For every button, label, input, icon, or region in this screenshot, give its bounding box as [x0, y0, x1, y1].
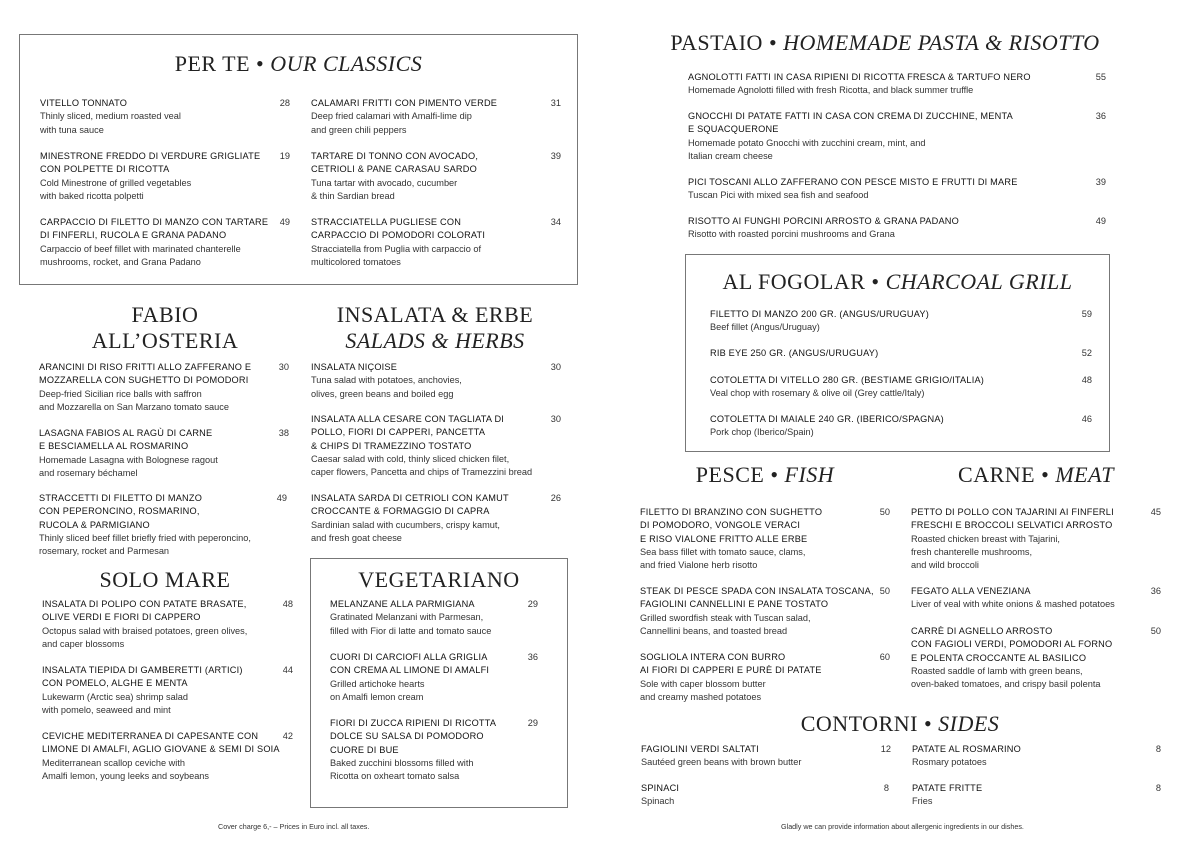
item-name: CALAMARI FRITTI CON PIMENTO VERDE — [311, 98, 498, 108]
menu-item — [330, 651, 538, 704]
item-name: CEVICHE MEDITERRANEA DI CAPESANTE CON — [42, 731, 259, 741]
osteria-title-2: ALL’OSTERIA — [91, 328, 239, 353]
item-description: Sea bass fillet with tomato sauce, clams, — [640, 546, 806, 557]
menu-item — [330, 598, 538, 638]
insalata-title-1: INSALATA & ERBE — [336, 302, 534, 327]
item-description: multicolored tomatoes — [311, 256, 401, 267]
item-name: INSALATA DI POLIPO CON PATATE BRASATE, — [42, 599, 247, 609]
item-name: RISOTTO AI FUNGHI PORCINI ARROSTO & GRANA PADANO — [688, 216, 959, 226]
item-name: LIMONE DI AMALFI, AGLIO GIOVANE & SEMI DI SOIA — [42, 744, 280, 755]
item-price: 36 — [1150, 586, 1161, 596]
item-description: with tuna sauce — [40, 124, 104, 135]
item-name: AI FIORI DI CAPPERI E PURÈ DI PATATE — [640, 665, 822, 676]
footer-left: Cover charge 6,- – Prices in Euro incl. all taxes. — [218, 822, 370, 831]
item-price: 30 — [550, 362, 561, 372]
item-description: caper flowers, Pancetta and chips of Tramezzini bread — [311, 467, 533, 478]
menu-item — [710, 413, 1092, 440]
item-name: CON PEPERONCINO, ROSMARINO, — [39, 506, 200, 517]
item-price: 31 — [550, 98, 561, 108]
item-description: filled with Fior di latte and tomato sauce — [330, 625, 492, 636]
pesce-heading: PESCE • FISH — [695, 462, 835, 487]
item-name: OLIVE VERDI E FIORI DI CAPPERO — [42, 612, 201, 623]
item-description: Homemade Agnolotti filled with fresh Ricotta, and black summer truffle — [688, 85, 974, 96]
item-description: Fries — [912, 796, 933, 807]
classics-title: PER TE — [174, 51, 251, 76]
item-name: DOLCE SU SALSA DI POMODORO — [330, 731, 484, 742]
menu-item — [42, 598, 293, 651]
item-name: STRACCIATELLA PUGLIESE CON — [311, 217, 462, 227]
item-price: 8 — [883, 783, 889, 793]
item-price: 39 — [550, 151, 561, 161]
item-price: 38 — [278, 428, 289, 438]
menu-item — [42, 730, 293, 783]
menu-item — [912, 782, 1161, 809]
item-price: 50 — [879, 586, 890, 596]
item-name: MOZZARELLA CON SUGHETTO DI POMODORI — [39, 375, 249, 386]
insalata-title-2: SALADS & HERBS — [345, 328, 525, 353]
item-name: FEGATO ALLA VENEZIANA — [911, 586, 1031, 596]
menu-item — [911, 625, 1161, 691]
item-name: MINESTRONE FREDDO DI VERDURE GRIGLIATE — [40, 151, 261, 161]
item-description: Risotto with roasted porcini mushrooms and Grana — [688, 229, 895, 240]
item-description: Beef fillet (Angus/Uruguay) — [710, 322, 820, 333]
item-name: SPINACI — [641, 783, 680, 793]
fogolar-heading: AL FOGOLAR • CHARCOAL GRILL — [722, 269, 1073, 294]
item-description: with baked ricotta polpetti — [40, 190, 144, 201]
item-price: 48 — [282, 599, 293, 609]
item-description: Sardinian salad with cucumbers, crispy kamut, — [311, 519, 500, 530]
pastaio-subtitle: HOMEMADE PASTA & RISOTTO — [783, 30, 1100, 55]
item-description: Roasted chicken breast with Tajarini, — [911, 533, 1060, 544]
item-name: TARTARE DI TONNO CON AVOCADO, — [311, 151, 479, 161]
item-price: 49 — [1095, 216, 1106, 226]
fogolar-title: AL FOGOLAR — [722, 269, 866, 294]
item-price: 30 — [278, 362, 289, 372]
item-name: COTOLETTA DI VITELLO 280 GR. (BESTIAME GRIGIO/ITALIA) — [710, 375, 985, 385]
footer-right: Gladly we can provide information about allergenic ingredients in our dishes. — [781, 822, 1024, 831]
item-description: Tuna salad with potatoes, anchovies, — [311, 375, 462, 386]
item-price: 29 — [527, 599, 538, 609]
menu-item — [641, 782, 889, 809]
menu-item — [39, 427, 289, 480]
item-description: Amalfi lemon, young leeks and soybeans — [42, 770, 210, 781]
item-description: Thinly sliced, medium roasted veal — [40, 111, 181, 122]
menu-item — [640, 651, 890, 704]
item-name: DI FINFERLI, RUCOLA E GRANA PADANO — [40, 230, 227, 241]
item-name: & CHIPS DI TRAMEZZINO TOSTATO — [311, 440, 472, 451]
menu-item — [311, 413, 561, 479]
menu-item — [39, 361, 289, 414]
menu-item — [311, 361, 561, 401]
item-description: on Amalfi lemon cream — [330, 691, 424, 702]
item-name: CUORE DI BUE — [330, 744, 399, 755]
item-description: and fried Vialone herb risotto — [640, 560, 758, 571]
item-price: 59 — [1081, 309, 1092, 319]
menu-item — [710, 374, 1092, 401]
item-name: COTOLETTA DI MAIALE 240 GR. (IBERICO/SPAGNA) — [710, 414, 944, 424]
contorni-heading: CONTORNI • SIDES — [800, 711, 1000, 736]
item-name: FILETTO DI MANZO 200 GR. (ANGUS/URUGUAY) — [710, 309, 929, 319]
carne-title: CARNE — [958, 462, 1036, 487]
item-price: 29 — [527, 718, 538, 728]
item-price: 44 — [282, 665, 293, 675]
osteria-title-1: FABIO — [131, 302, 199, 327]
insalata-heading — [310, 302, 560, 354]
pastaio-title: PASTAIO — [670, 30, 763, 55]
menu-item — [710, 347, 1092, 360]
item-name: POLLO, FIORI DI CAPPERI, PANCETTA — [311, 427, 486, 438]
menu-item — [40, 216, 290, 269]
item-name: INSALATA NIÇOISE — [311, 362, 398, 372]
item-description: Deep fried calamari with Amalfi-lime dip — [311, 111, 472, 122]
item-description: and fresh goat cheese — [311, 532, 402, 543]
menu-item — [911, 506, 1161, 572]
menu-item — [330, 717, 538, 783]
item-price: 26 — [550, 493, 561, 503]
item-description: Sole with caper blossom butter — [640, 678, 766, 689]
vegetariano-title: VEGETARIANO — [358, 567, 520, 592]
item-description: Grilled swordfish steak with Tuscan salad, — [640, 612, 811, 623]
item-description: and Mozzarella on San Marzano tomato sauce — [39, 401, 229, 412]
menu-item — [688, 71, 1106, 98]
pastaio-heading: PASTAIO • HOMEMADE PASTA & RISOTTO — [670, 30, 1100, 55]
item-price: 34 — [550, 217, 561, 227]
contorni-subtitle: SIDES — [938, 711, 1000, 736]
item-price: 12 — [880, 744, 891, 754]
item-name: PATATE FRITTE — [912, 783, 983, 793]
item-description: Sautéed green beans with brown butter — [641, 757, 802, 768]
menu-item — [39, 492, 287, 558]
item-description: mushrooms, rocket, and Grana Padano — [40, 256, 201, 267]
item-name: DI POMODORO, VONGOLE VERACI — [640, 520, 801, 531]
item-price: 30 — [550, 414, 561, 424]
item-description: Grilled artichoke hearts — [330, 678, 425, 689]
item-name: CON POMELO, ALGHE E MENTA — [42, 678, 188, 689]
item-description: & thin Sardian bread — [311, 190, 395, 201]
item-name: GNOCCHI DI PATATE FATTI IN CASA CON CREMA DI ZUCCHINE, MENTA — [688, 111, 1013, 121]
item-price: 46 — [1081, 414, 1092, 424]
item-name: PATATE AL ROSMARINO — [912, 744, 1021, 754]
item-name: RUCOLA & PARMIGIANO — [39, 519, 150, 530]
menu-item — [311, 492, 561, 545]
item-name: CETRIOLI & PANE CARASAU SARDO — [311, 164, 477, 175]
item-description: Italian cream cheese — [688, 150, 773, 161]
classics-heading: PER TE • OUR CLASSICS — [174, 51, 423, 76]
menu-item — [40, 150, 290, 203]
item-name: LASAGNA FABIOS AL RAGÙ DI CARNE — [39, 428, 213, 438]
item-description: Pork chop (Iberico/Spain) — [710, 427, 814, 438]
item-price: 8 — [1155, 783, 1161, 793]
item-name: FILETTO DI BRANZINO CON SUGHETTO — [640, 507, 823, 517]
menu-item — [42, 664, 293, 717]
item-description: Mediterranean scallop ceviche with — [42, 757, 185, 768]
item-description: Lukewarm (Arctic sea) shrimp salad — [42, 691, 189, 702]
item-name: STRACCETTI DI FILETTO DI MANZO — [39, 493, 203, 503]
menu-item — [688, 176, 1106, 203]
menu-item — [911, 585, 1161, 612]
item-name: CON CREMA AL LIMONE DI AMALFI — [330, 665, 490, 676]
item-name: CON FAGIOLI VERDI, POMODORI AL FORNO — [911, 639, 1113, 650]
item-description: Stracciatella from Puglia with carpaccio of — [311, 243, 482, 254]
solomare-heading — [40, 567, 290, 593]
item-price: 36 — [1095, 111, 1106, 121]
item-price: 48 — [1081, 375, 1092, 385]
item-description: Veal chop with rosemary & olive oil (Grey cattle/Italy) — [710, 388, 925, 399]
menu-item — [311, 97, 561, 137]
item-name: CARRÈ DI AGNELLO ARROSTO — [911, 626, 1053, 636]
item-price: 49 — [276, 493, 287, 503]
item-name: CON POLPETTE DI RICOTTA — [40, 164, 170, 175]
item-name: STEAK DI PESCE SPADA CON INSALATA TOSCANA, — [640, 586, 874, 596]
item-name: RIB EYE 250 GR. (ANGUS/URUGUAY) — [710, 348, 879, 358]
menu-item — [40, 97, 290, 137]
item-description: Homemade Lasagna with Bolognese ragout — [39, 454, 218, 465]
item-description: Thinly sliced beef fillet briefly fried with peperoncino, — [39, 532, 251, 543]
item-description: Rosmary potatoes — [912, 757, 987, 768]
item-name: CARPACCIO DI POMODORI COLORATI — [311, 230, 486, 241]
item-price: 49 — [279, 217, 290, 227]
item-description: Tuna tartar with avocado, cucumber — [311, 177, 458, 188]
item-description: Spinach — [641, 796, 675, 807]
menu-item — [710, 308, 1092, 335]
item-name: INSALATA ALLA CESARE CON TAGLIATA DI — [311, 414, 505, 424]
item-description: Cold Minestrone of grilled vegetables — [40, 177, 192, 188]
item-name: INSALATA SARDA DI CETRIOLI CON KAMUT — [311, 493, 509, 503]
item-name: MELANZANE ALLA PARMIGIANA — [330, 599, 475, 609]
item-name: E RISO VIALONE FRITTO ALLE ERBE — [640, 533, 808, 544]
item-description: Gratinated Melanzani with Parmesan, — [330, 612, 484, 623]
item-description: Baked zucchini blossoms filled with — [330, 757, 474, 768]
item-price: 52 — [1081, 348, 1092, 358]
item-price: 42 — [282, 731, 293, 741]
item-description: rosemary, rocket and Parmesan — [39, 546, 170, 557]
carne-heading: CARNE • MEAT — [958, 462, 1114, 487]
item-description: Octopus salad with braised potatoes, green olives, — [42, 625, 248, 636]
contorni-title: CONTORNI — [800, 711, 918, 736]
pesce-title: PESCE — [695, 462, 765, 487]
item-description: Caesar salad with cold, thinly sliced chicken filet, — [311, 453, 510, 464]
pesce-subtitle: FISH — [784, 462, 835, 487]
item-name: FAGIOLINI CANNELLINI E PANE TOSTATO — [640, 599, 829, 610]
classics-subtitle: OUR CLASSICS — [270, 51, 423, 76]
item-name: INSALATA TIEPIDA DI GAMBERETTI (ARTICI) — [42, 665, 243, 675]
item-description: Deep-fried Sicilian rice balls with saffron — [39, 388, 202, 399]
item-price: 36 — [527, 652, 538, 662]
item-name: FRESCHI E BROCCOLI SELVATICI ARROSTO — [911, 520, 1113, 531]
item-name: SOGLIOLA INTERA CON BURRO — [640, 652, 786, 662]
item-name: CARPACCIO DI FILETTO DI MANZO CON TARTARE — [40, 217, 269, 227]
item-description: and rosemary béchamel — [39, 467, 138, 478]
item-description: and green chili peppers — [311, 124, 407, 135]
item-description: Roasted saddle of lamb with green beans, — [911, 665, 1083, 676]
item-description: Ricotta on oxheart tomato salsa — [330, 771, 460, 782]
item-price: 19 — [279, 151, 290, 161]
item-price: 60 — [879, 652, 890, 662]
item-name: CUORI DI CARCIOFI ALLA GRIGLIA — [330, 652, 488, 662]
vegetariano-heading — [310, 567, 568, 593]
item-description: and wild broccoli — [911, 560, 979, 571]
item-name: FAGIOLINI VERDI SALTATI — [641, 744, 759, 754]
solomare-title: SOLO MARE — [99, 567, 231, 592]
item-description: oven-baked tomatoes, and crispy basil polenta — [911, 679, 1101, 690]
item-description: and caper blossoms — [42, 638, 125, 649]
item-name: PICI TOSCANI ALLO ZAFFERANO CON PESCE MISTO E FRUTTI DI MARE — [688, 177, 1018, 187]
item-name: AGNOLOTTI FATTI IN CASA RIPIENI DI RICOTTA FRESCA & TARTUFO NERO — [688, 72, 1031, 82]
item-name: E BESCIAMELLA AL ROSMARINO — [39, 441, 189, 452]
menu-item — [688, 110, 1106, 163]
item-price: 55 — [1095, 72, 1106, 82]
item-name: E SQUACQUERONE — [688, 124, 779, 135]
menu-item — [640, 585, 890, 638]
menu-item — [311, 150, 561, 203]
fogolar-subtitle: CHARCOAL GRILL — [885, 269, 1073, 294]
item-name: E POLENTA CROCCANTE AL BASILICO — [911, 652, 1087, 663]
item-description: and creamy mashed potatoes — [640, 691, 762, 702]
item-price: 8 — [1155, 744, 1161, 754]
menu-item — [912, 743, 1161, 770]
item-description: fresh chanterelle mushrooms, — [911, 546, 1033, 557]
item-name: VITELLO TONNATO — [40, 98, 128, 108]
item-name: FIORI DI ZUCCA RIPIENI DI RICOTTA — [330, 718, 497, 728]
item-description: olives, green beans and boiled egg — [311, 388, 454, 399]
item-description: Tuscan Pici with mixed sea fish and seafood — [688, 190, 869, 201]
item-description: Liver of veal with white onions & mashed potatoes — [911, 599, 1115, 610]
carne-subtitle: MEAT — [1055, 462, 1114, 487]
item-description: Homemade potato Gnocchi with zucchini cream, mint, and — [688, 137, 926, 148]
osteria-heading — [40, 302, 290, 354]
menu-item — [640, 506, 890, 572]
item-description: Carpaccio of beef fillet with marinated chanterelle — [40, 243, 241, 254]
item-description: Cannellini beans, and toasted bread — [640, 625, 788, 636]
menu-item — [688, 215, 1106, 242]
menu-item — [641, 743, 891, 770]
item-price: 39 — [1095, 177, 1106, 187]
item-name: ARANCINI DI RISO FRITTI ALLO ZAFFERANO E — [39, 362, 252, 372]
item-price: 28 — [279, 98, 290, 108]
menu-item — [311, 216, 561, 269]
item-name: CROCCANTE & FORMAGGIO DI CAPRA — [311, 506, 490, 517]
item-price: 45 — [1150, 507, 1161, 517]
item-price: 50 — [1150, 626, 1161, 636]
item-description: with pomelo, seaweed and mint — [42, 704, 171, 715]
item-name: PETTO DI POLLO CON TAJARINI AI FINFERLI — [911, 507, 1114, 517]
item-price: 50 — [879, 507, 890, 517]
